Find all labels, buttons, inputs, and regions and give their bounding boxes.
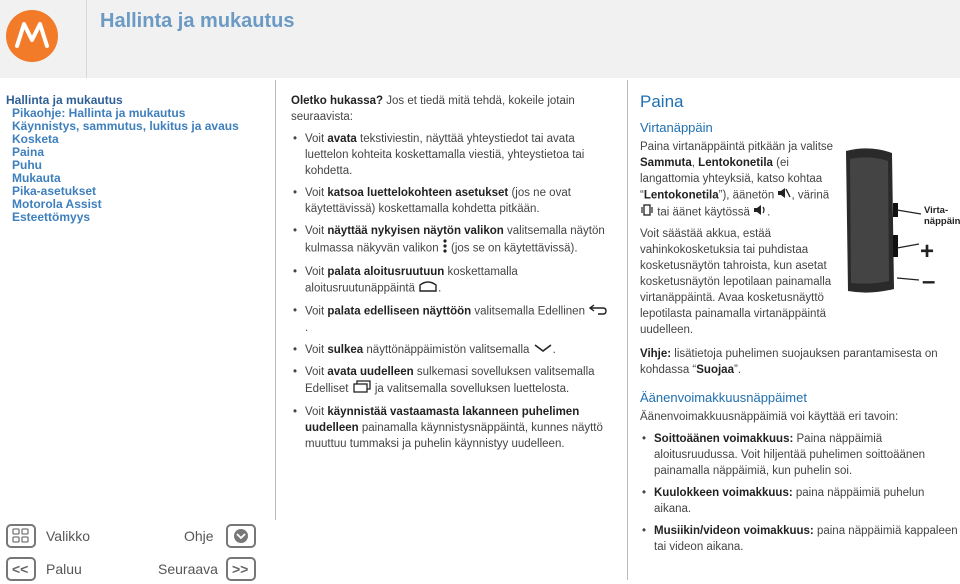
sidebar-item-hallinta[interactable]: Hallinta ja mukautus <box>6 93 123 107</box>
bottom-navigation <box>0 520 262 584</box>
menu-button[interactable] <box>6 524 36 548</box>
grid-icon <box>8 526 34 546</box>
lead-bold: Oletko hukassa? <box>291 95 384 107</box>
menu-label[interactable]: Valikko <box>46 528 91 544</box>
page-title: Hallinta ja mukautus <box>100 10 295 32</box>
sidebar-item-pikaohje[interactable]: Pikaohje: Hallinta ja mukautus <box>12 106 186 120</box>
volume-up-label: + <box>920 238 935 265</box>
next-button[interactable] <box>226 557 256 581</box>
help-button[interactable] <box>226 524 256 548</box>
list-item: • Musiikin/videon voimakkuus: paina näppäimiä kappaleen tai videon aikana. <box>640 523 960 555</box>
list-item: • Voit avata uudelleen sulkemasi sovelluksen valitsemalla Edelliset ja valitsemalla sovelluksen luettelosta. <box>291 364 611 398</box>
press-column <box>640 92 960 555</box>
tips-list <box>291 131 611 452</box>
section-title: Paina <box>640 92 684 111</box>
phone-side-illustration <box>842 147 898 295</box>
sidebar-item-esteettomyys[interactable]: Esteettömyys <box>12 210 91 224</box>
help-label[interactable]: Ohje <box>184 528 214 544</box>
double-chevron-left-icon: << <box>12 561 29 577</box>
vibrate-icon <box>640 204 654 221</box>
next-label[interactable]: Seuraava <box>158 561 218 577</box>
sleep-paragraph: Voit säästää akkua, estää vahinkokosketuksia tai puhdistaa kosketusnäytön tahroista, kun asetat kosketusnäytön lepotilaan painamalla virtanäppäintä. Avaa kosketusnäyttö lepotilasta painamalla virtanäppäintä uudelleen. <box>640 228 832 336</box>
mute-icon <box>777 187 791 204</box>
sidebar-item-puhu[interactable]: Puhu <box>12 158 42 172</box>
sidebar-item-kosketa[interactable]: Kosketa <box>12 132 59 146</box>
list-item: • Voit palata aloitusruutuun koskettamalla aloitusruutunäppäintä . <box>291 264 611 297</box>
lead-text: Jos et tiedä mitä tehdä, kokeile jotain seuraavista: <box>291 95 575 123</box>
column-divider-right <box>627 80 628 580</box>
back-button[interactable] <box>6 557 36 581</box>
list-item: • Voit avata tekstiviestin, näyttää yhteystiedot tai avata luettelon kohteita koskettamalla viestiä, yhteystietoa tai kohdetta. <box>291 131 611 179</box>
sidebar-item-kaynnistys[interactable]: Käynnistys, sammutus, lukitus ja avaus <box>12 119 239 133</box>
volume-list <box>640 431 960 555</box>
tip-paragraph: Vihje: lisätietoja puhelimen suojauksen parantamisesta on kohdassa “Suojaa”. <box>640 348 938 376</box>
volume-intro: Äänenvoimakkuusnäppäimiä voi käyttää eri tavoin: <box>640 411 899 423</box>
power-key-label: Virta- näppäin <box>924 205 960 227</box>
lead-paragraph <box>291 93 611 125</box>
power-key-paragraph: Paina virtanäppäintä pitkään ja valitse Sammuta, Lentokonetila (ei langattomia yhteyksiä, katso kohtaa “Lentokonetila”), äänetön , värinä tai äänet käytössä . <box>640 139 840 221</box>
list-item: • Voit palata edelliseen näyttöön valitsemalla Edellinen . <box>291 303 611 336</box>
list-item: • Kuulokkeen voimakkuus: paina näppäimiä puhelun aikana. <box>640 485 960 517</box>
sidebar-item-mukauta[interactable]: Mukauta <box>12 171 61 185</box>
sidebar-item-paina[interactable]: Paina <box>12 145 45 159</box>
column-divider-left <box>275 80 276 520</box>
list-item: • Voit käynnistää vastaamasta lakanneen puhelimen uudelleen painamalla käynnistysnäppäintä, kunnes näyttö muuttuu tummaksi ja puhelin käynnistyy uudelleen. <box>291 404 611 452</box>
sound-on-icon <box>753 204 767 221</box>
home-key-icon <box>418 280 438 297</box>
volume-down-label: – <box>922 268 936 295</box>
volume-keys-heading: Äänenvoimakkuusnäppäimet <box>640 390 807 405</box>
list-item: • Voit katsoa luettelokohteen asetukset (jos ne ovat käytettävissä) koskettamalla kohdetta pitkään. <box>291 185 611 217</box>
help-icon <box>228 526 254 546</box>
back-key-icon <box>588 303 608 320</box>
sidebar-item-pika-asetukset[interactable]: Pika-asetukset <box>12 184 97 198</box>
power-key-heading: Virtanäppäin <box>640 120 713 135</box>
header-divider <box>86 0 87 78</box>
motorola-logo <box>6 10 58 62</box>
double-chevron-right-icon: >> <box>232 561 249 577</box>
list-item: • Voit näyttää nykyisen näytön valikon valitsemalla näytön kulmassa näkyvän valikon (jos se on käytettävissä). <box>291 223 611 258</box>
touch-tips-column <box>291 93 611 452</box>
sidebar-toc <box>6 94 256 224</box>
header-bar <box>0 0 960 78</box>
hide-keyboard-icon <box>533 342 553 358</box>
back-label[interactable]: Paluu <box>46 561 82 577</box>
list-item: • Voit sulkea näyttönäppäimistön valitsemalla . <box>291 342 611 358</box>
sidebar-item-motorola-assist[interactable]: Motorola Assist <box>12 197 102 211</box>
list-item: • Soittoäänen voimakkuus: Paina näppäimiä aloitusruudussa. Voit hiljentää puhelimen soittoäänen painamalla näppäimiä, kun puhelin soi. <box>640 431 960 479</box>
recents-key-icon <box>352 380 372 398</box>
